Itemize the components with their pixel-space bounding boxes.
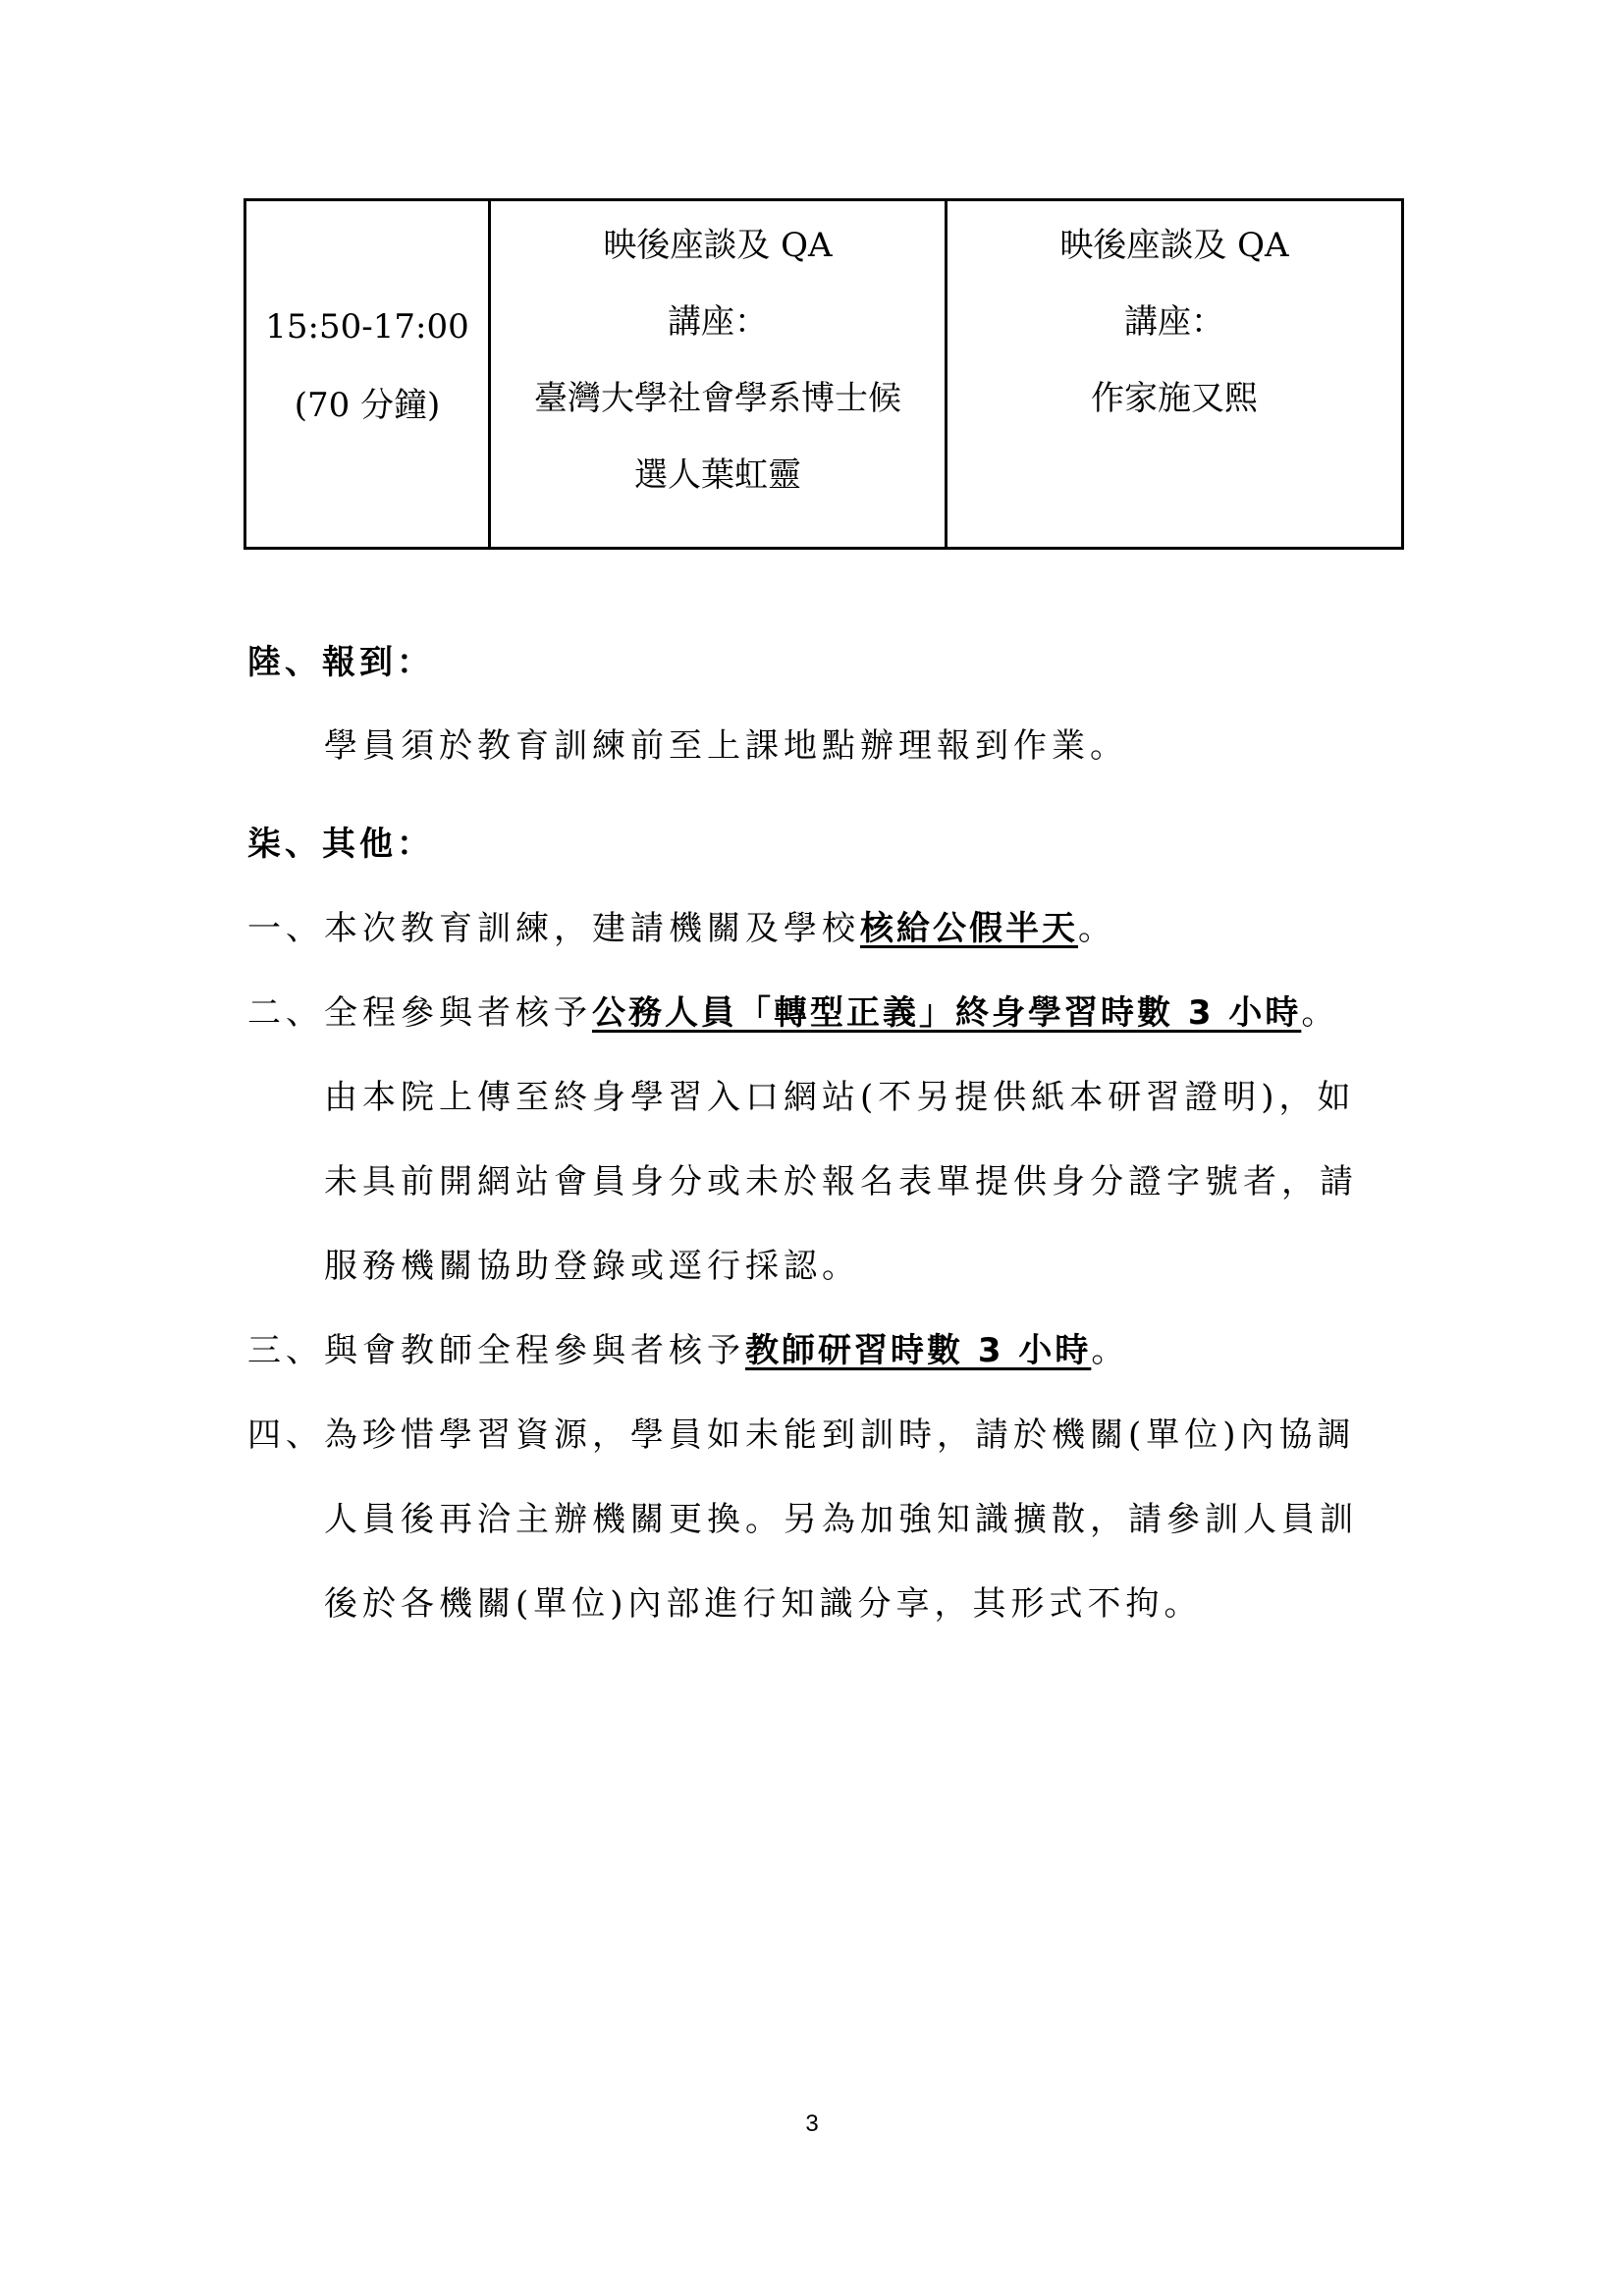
other-item-2 <box>247 993 1339 1033</box>
other-item-4-line-3: 後於各機關(單位)內部進行知識分享，其形式不拘。 <box>324 1584 1203 1624</box>
item-text: 一、本次教育訓練，建請機關及學校 <box>247 909 860 948</box>
time-duration: (70 分鐘) <box>294 386 441 425</box>
section-heading-other: 柒、其他： <box>247 825 434 864</box>
session-cell-a <box>490 200 947 549</box>
section-heading-checkin: 陸、報到： <box>247 643 434 682</box>
page-number: 3 <box>805 2110 819 2137</box>
other-item-3 <box>247 1331 1129 1370</box>
speaker-label: 講座： <box>668 302 768 342</box>
item-highlight: 公務人員「轉型正義」終身學習時數 3 小時 <box>592 993 1302 1033</box>
other-item-4: 四、為珍惜學習資源，學員如未能到訓時，請於機關(單位)內協調 <box>247 1415 1356 1455</box>
time-cell <box>245 200 490 549</box>
item-highlight: 核給公假半天 <box>860 909 1078 948</box>
other-item-2-line-4: 服務機關協助登錄或逕行採認。 <box>324 1247 860 1286</box>
item-text: 二、全程參與者核予 <box>247 993 592 1033</box>
other-item-2-line-3: 未具前開網站會員身分或未於報名表單提供身分證字號者，請 <box>324 1162 1358 1201</box>
speaker-name: 臺灣大學社會學系博士候 <box>534 379 901 418</box>
session-cell-b <box>947 200 1403 549</box>
session-title: 映後座談及 QA <box>603 226 833 265</box>
other-item-1 <box>247 909 1116 948</box>
item-suffix: 。 <box>1091 1331 1130 1370</box>
speaker-label: 講座： <box>1124 302 1224 342</box>
item-text: 三、與會教師全程參與者核予 <box>247 1331 745 1370</box>
schedule-table <box>244 198 1404 550</box>
speaker-name: 作家施又熙 <box>1091 379 1258 418</box>
speaker-name-cont: 選人葉虹靈 <box>634 455 801 495</box>
item-suffix: 。 <box>1301 993 1340 1033</box>
session-title: 映後座談及 QA <box>1059 226 1289 265</box>
other-item-4-line-2: 人員後再洽主辦機關更換。另為加強知識擴散，請參訓人員訓 <box>324 1500 1358 1539</box>
item-suffix: 。 <box>1078 909 1116 948</box>
other-item-2-line-2: 由本院上傳至終身學習入口網站(不另提供紙本研習證明)，如 <box>324 1078 1356 1117</box>
table-row <box>245 200 1403 549</box>
item-highlight: 教師研習時數 3 小時 <box>745 1331 1092 1370</box>
checkin-text: 學員須於教育訓練前至上課地點辦理報到作業。 <box>324 726 1128 766</box>
time-range: 15:50-17:00 <box>265 307 469 347</box>
